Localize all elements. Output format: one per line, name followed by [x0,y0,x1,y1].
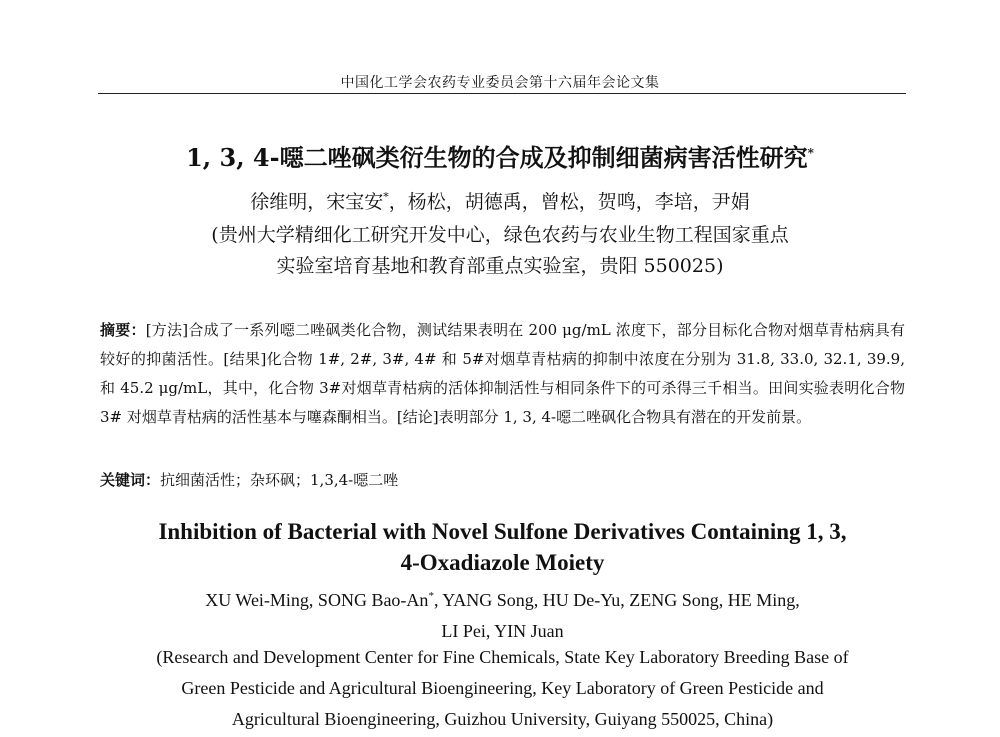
english-authors-line [100,581,905,616]
english-affiliation-line: Green Pesticide and Agricultural Bioengineering, Key Laboratory of Green Pesticide and [181,678,824,698]
abstract-text: [方法]合成了一系列噁二唑砜类化合物，测试结果表明在 200 μg/mL 浓度下，部分目标化合物对烟草青枯病具有较好的抑菌活性。[结果]化合物 1#, 2#, 3#, 4# 和 5#对烟草青枯病的抑制中浓度在分别为 31.8, 33.0, 32.1, 39.9, 和 45.2 μg/mL，其中，化合物 3#对烟草青枯病的活体抑制活性与相同条件下的可杀得三千相当。田间实验表明化合物 3# 对烟草青枯病的活性基本与噻森酮相当。[结论]表明部分 1, 3, 4-噁二唑砜化合物具有潜在的开发前景。 [100,321,905,426]
chinese-title [0,138,1000,173]
chinese-keywords [100,469,905,490]
chinese-author-first: 徐维明，宋宝安 [250,191,384,213]
english-affiliation-line: Agricultural Bioengineering, Guizhou University, Guiyang 550025, China) [231,709,774,729]
english-authors-rest: , YANG Song, HU De-Yu, ZENG Song, HE Ming, [433,590,800,610]
chinese-affiliation-line: (贵州大学精细化工研究开发中心，绿色农药与农业生物工程国家重点 [211,224,789,246]
english-title [100,516,905,578]
english-author-first: XU Wei-Ming, SONG Bao-An [205,590,429,610]
corresponding-mark: * [383,190,389,204]
chinese-title-text: 1, 3, 4-噁二唑砜类衍生物的合成及抑制细菌病害活性研究 [186,143,808,172]
english-authors [100,581,905,647]
header-rule [98,93,906,94]
english-corresponding-mark: * [428,590,434,602]
english-affiliation [90,642,915,735]
abstract-label: 摘要： [100,321,146,339]
english-affiliation-line: (Research and Development Center for Fine Chemicals, State Key Laboratory Breeding Base of [156,647,849,667]
english-authors-line: LI Pei, YIN Juan [441,621,564,641]
keywords-text: 抗细菌活性；杂环砜；1,3,4-噁二唑 [160,471,399,489]
chinese-affiliation-line: 实验室培育基地和教育部重点实验室，贵阳 550025) [276,255,724,277]
running-header: 中国化工学会农药专业委员会第十六届年会论文集 [340,75,660,91]
english-title-line: 4-Oxadiazole Moiety [400,550,605,575]
chinese-authors-rest: ，杨松，胡德禹，曾松，贺鸣，李培，尹娟 [388,191,750,213]
chinese-affiliation [0,220,1000,282]
chinese-abstract [100,316,905,432]
english-title-line: Inhibition of Bacterial with Novel Sulfone Derivatives Containing 1, 3, [158,519,847,544]
keywords-label: 关键词： [100,471,161,489]
title-footnote-mark: * [807,146,814,160]
chinese-authors [0,187,1000,214]
